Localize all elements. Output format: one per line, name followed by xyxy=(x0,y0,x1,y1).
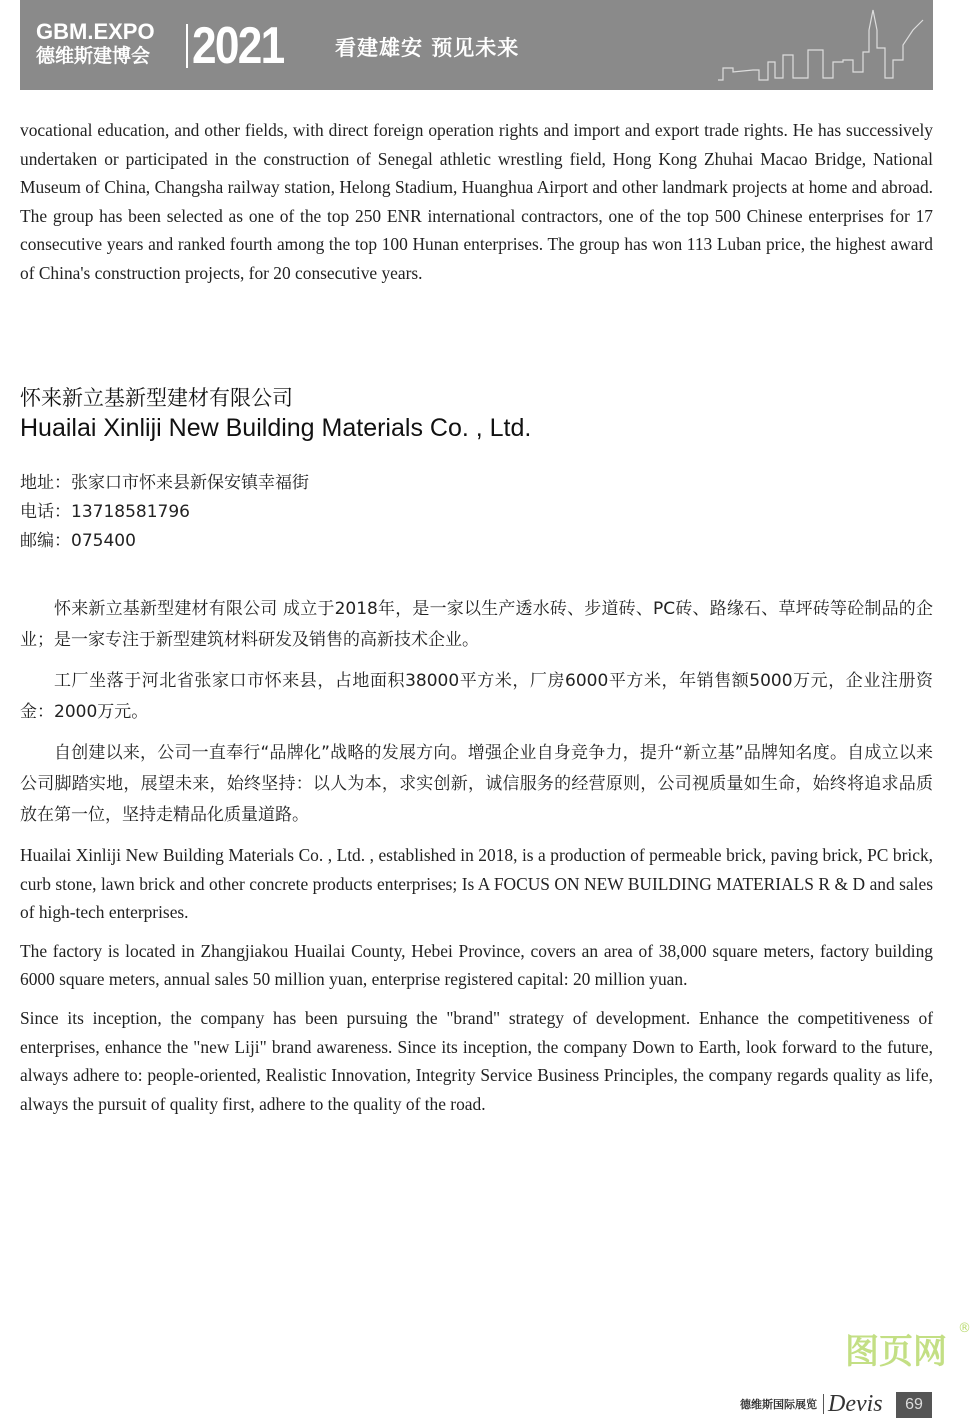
address: 地址：张家口市怀来县新保安镇幸福街 xyxy=(20,473,309,493)
postcode: 邮编：075400 xyxy=(20,531,136,551)
header-divider xyxy=(186,24,188,68)
company-name-cn: 怀来新立基新型建材有限公司 xyxy=(20,386,293,410)
devis-logo: Devis xyxy=(828,1391,883,1417)
footer-org: 德维斯国际展览 xyxy=(740,1398,817,1411)
cn-paragraph: 工厂坐落于河北省张家口市怀来县，占地面积38000平方米，厂房6000平方米，年销售额5000万元，企业注册资金：2000万元。 xyxy=(20,671,933,722)
cn-paragraph: 自创建以来，公司一直奉行“品牌化”战略的发展方向。增强企业自身竞争力，提升“新立基”品牌知名度。自成立以来公司脚踏实地，展望未来，始终坚持：以人为本，求实创新，诚信服务的经营原则，公司视质量如生命，始终将追求品质放在第一位，坚持走精品化质量道路。 xyxy=(20,743,933,825)
en-paragraph: Huailai Xinliji New Building Materials Co. , Ltd. , established in 2018, is a production of permeable brick, paving brick, PC brick, curb stone, lawn brick and other concrete products enterprises; Is A FOCUS ON NEW BUILDING MATERIALS R & D and sales of high-tech enterprises. xyxy=(20,845,933,923)
company-name-en: Huailai Xinliji New Building Materials Co. , Ltd. xyxy=(20,414,532,442)
footer-divider xyxy=(823,1394,824,1414)
description-body xyxy=(20,594,933,1128)
en-paragraph: The factory is located in Zhangjiakou Huailai County, Hebei Province, covers an area of 38,000 square meters, factory building 6000 square meters, annual sales 50 million yuan, enterprise registered capital: 20 million yuan. xyxy=(20,940,933,990)
header-slogan: 看建雄安 预见未来 xyxy=(335,36,520,60)
registered-mark: ® xyxy=(958,1321,971,1336)
en-paragraph: Since its inception, the company has been pursuing the "brand" strategy of development. Enhance the competitiveness of enterprises, enhance the "new Liji" brand awareness. Since its inception, the company Down to Earth, look forward to the future, always adhere to: people-oriented, Realistic Innovation, Integrity Service Business Principles, the company regards quality as life, always the pursuit of quality first, adhere to the quality of the road. xyxy=(20,1007,933,1114)
watermark: 图页网 xyxy=(845,1332,947,1372)
header-banner xyxy=(20,0,933,90)
cn-paragraph: 怀来新立基新型建材有限公司 成立于2018年，是一家以生产透水砖、步道砖、PC砖、路缘石、草坪砖等砼制品的企业；是一家专注于新型建筑材料研发及销售的高新技术企业。 xyxy=(20,599,933,650)
contact-info xyxy=(20,469,309,556)
skyline-icon xyxy=(713,0,933,90)
page-number: 69 xyxy=(896,1392,932,1418)
expo-name-cn: 德维斯建博会 xyxy=(36,45,151,67)
expo-name: GBM.EXPO xyxy=(36,19,155,44)
intro-paragraph: vocational education, and other fields, with direct foreign operation rights and import and export trade rights. He has successively undertaken or participated in the construction of Senegal athletic wrestling field, Hong Kong Zhuhai Macao Bridge, National Museum of China, Changsha railway station, Helong Stadium, Huanghua Airport and other landmark projects at home and abroad. The group has been selected as one of the top 250 ENR international contractors, one of the top 500 Chinese enterprises for 17 consecutive years and ranked fourth among the top 100 Hunan enterprises. The group has won 113 Luban price, the highest award of China's construction projects, for 20 consecutive years. xyxy=(20,120,933,283)
expo-year: 2021 xyxy=(192,17,284,75)
phone: 电话：13718581796 xyxy=(20,502,190,522)
